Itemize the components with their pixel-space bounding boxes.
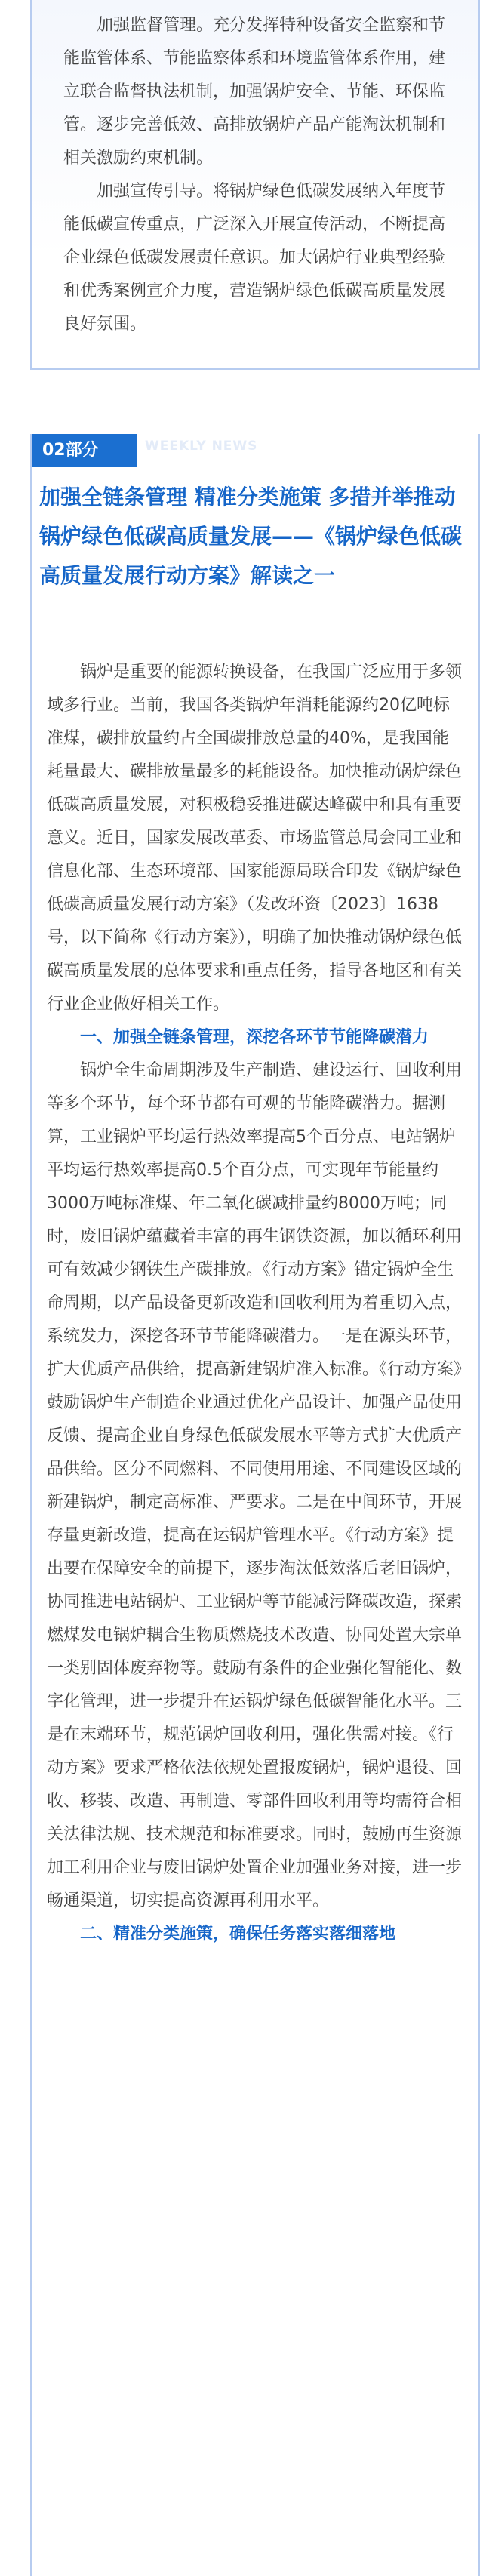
paragraph-publicity: 加强宣传引导。将锅炉绿色低碳发展纳入年度节能低碳宣传重点，广泛深入开展宣传活动，不断提高企业绿色低碳发展责任意识。加大锅炉行业典型经验和优秀案例宣介力度，营造锅炉绿色低碳高质量发展良好氛围。 <box>63 182 446 334</box>
subheading-2: 二、精准分类施策，确保任务落实落细落地 <box>80 1925 396 1944</box>
paragraph-supervision: 加强监督管理。充分发挥特种设备安全监察和节能监管体系、节能监察体系和环境监管体系作用，建立联合监督执法机制，加强锅炉安全、节能、环保监管。逐步完善低效、高排放锅炉产品产能淘汰机制和相关激励约束机制。 <box>63 16 446 168</box>
previous-section-box <box>30 0 480 370</box>
paragraph-full-chain: 锅炉全生命周期涉及生产制造、建设运行、回收利用等多个环节，每个环节都有可观的节能降碳潜力。据测算，工业锅炉平均运行热效率提高5个百分点、电站锅炉平均运行热效率提高0.5个百分点，可实现年节能量约3000万吨标准煤、年二氧化碳减排量约8000万吨；同时，废旧锅炉蕴藏着丰富的再生钢铁资源，加以循环利用可有效减少钢铁生产碳排放。《行动方案》锚定锅炉全生命周期，以产品设备更新改造和回收利用为着重切入点，系统发力，深挖各环节节能降碳潜力。一是在源头环节，扩大优质产品供给，提高新建锅炉准入标准。《行动方案》鼓励锅炉生产制造企业通过优化产品设计、加强产品使用反馈、提高企业自身绿色低碳发展水平等方式扩大优质产品供给。区分不同燃料、不同使用用途、不同建设区域的新建锅炉，制定高标准、严要求。二是在中间环节，开展存量更新改造，提高在运锅炉管理水平。《行动方案》提出要在保障安全的前提下，逐步淘汰低效落后老旧锅炉，协同推进电站锅炉、工业锅炉等节能减污降碳改造，探索燃煤发电锅炉耦合生物质燃烧技术改造、协同处置大宗单一类别固体废弃物等。鼓励有条件的企业强化智能化、数字化管理，进一步提升在运锅炉绿色低碳智能化水平。三是在末端环节，规范锅炉回收利用，强化供需对接。《行动方案》要求严格依法依规处置报废锅炉，锅炉退役、回收、移装、改造、再制造、零部件回收利用等均需符合相关法律法规、技术规范和标准要求。同时，鼓励再生资源加工利用企业与废旧锅炉处置企业加强业务对接，进一步畅通渠道，切实提高资源再利用水平。 <box>47 1061 463 1910</box>
intro-paragraph: 锅炉是重要的能源转换设备，在我国广泛应用于多领域多行业。当前，我国各类锅炉年消耗能源约20亿吨标准煤，碳排放量约占全国碳排放总量的40%，是我国能耗量最大、碳排放量最多的耗能设备。加快推动锅炉绿色低碳高质量发展，对积极稳妥推进碳达峰碳中和具有重要意义。近日，国家发展改革委、市场监管总局会同工业和信息化部、生态环境部、国家能源局联合印发《锅炉绿色低碳高质量发展行动方案》（发改环资〔2023〕1638号，以下简称《行动方案》），明确了加快推动锅炉绿色低碳高质量发展的总体要求和重点任务，指导各地区和有关行业企业做好相关工作。 <box>47 663 463 1014</box>
subheading-1: 一、加强全链条管理，深挖各环节节能降碳潜力 <box>80 1028 429 1047</box>
article-body <box>32 656 478 1951</box>
part-02-section <box>30 434 480 2576</box>
section-title: 加强全链条管理 精准分类施策 多措并举推动锅炉绿色低碳高质量发展——《锅炉绿色低碳高质量发展行动方案》解读之一 <box>39 485 463 588</box>
part-english-label: WEEKLY NEWS <box>145 439 258 454</box>
part-tag: 02部分 <box>32 434 137 467</box>
